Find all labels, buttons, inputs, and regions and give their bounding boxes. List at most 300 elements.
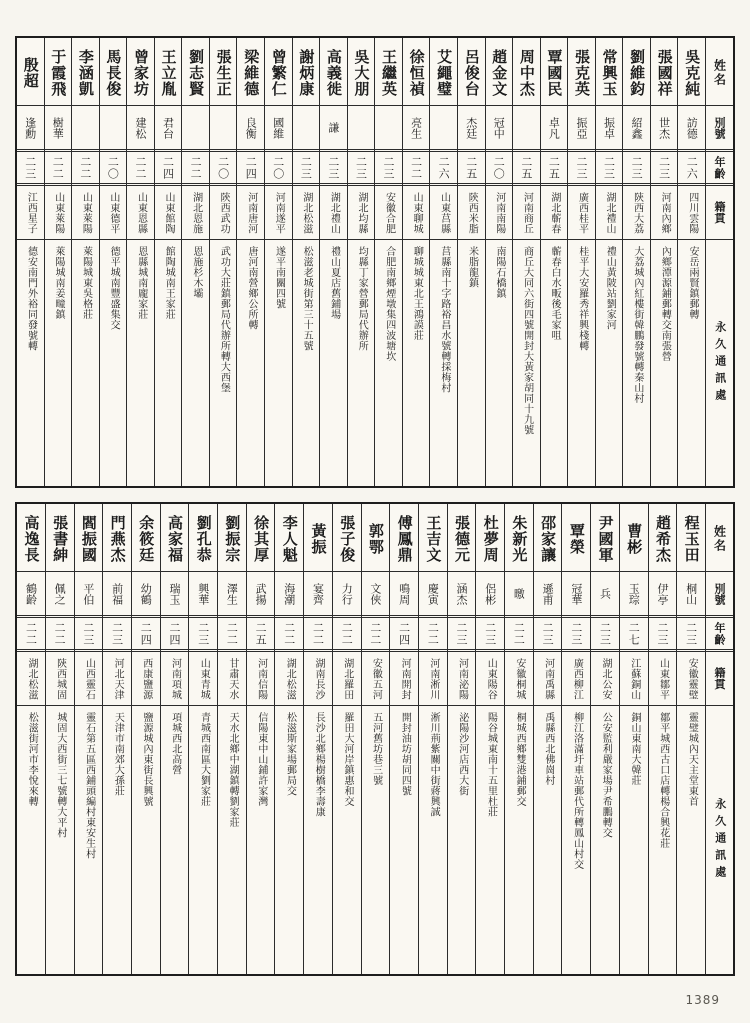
person-column — [620, 504, 649, 974]
person-alias: 杰廷 — [464, 116, 478, 139]
person-column — [649, 504, 678, 974]
person-address: 均縣丁家營郵局代辦所 — [356, 246, 368, 351]
alias-cell — [476, 572, 504, 618]
person-native-place: 河南泌陽 — [456, 657, 468, 700]
person-native-place: 湖北松滋 — [300, 191, 312, 234]
address-cell — [17, 706, 45, 974]
person-name: 劉維鈞 — [628, 48, 647, 97]
person-age: 二五 — [519, 155, 533, 180]
age-cell — [17, 618, 45, 652]
person-address: 桐城西鄉雙港鋪郵交 — [514, 712, 526, 807]
header-name-label: 姓名 — [712, 58, 727, 87]
address-cell — [72, 240, 99, 486]
person-name: 殷超 — [21, 56, 40, 89]
name-cell — [541, 38, 568, 106]
person-address: 靈石第五區西鋪頭編村東安生村 — [83, 712, 95, 859]
person-column — [562, 504, 591, 974]
person-column — [541, 38, 569, 486]
person-name: 王吉文 — [424, 514, 443, 563]
alias-cell — [419, 572, 447, 618]
person-column — [293, 38, 321, 486]
person-name: 李人魁 — [280, 514, 299, 563]
person-address: 淅川荊紫關中街蔣興誠 — [428, 712, 440, 817]
person-native-place: 安徽合肥 — [383, 191, 395, 234]
person-native-place: 河南開封 — [399, 657, 411, 700]
person-alias: 伊亭 — [655, 582, 669, 605]
person-address: 禮山黃陂站劉家河 — [604, 246, 616, 330]
address-cell — [46, 706, 74, 974]
person-age: 二三 — [326, 155, 340, 180]
native-cell — [651, 186, 678, 240]
native-cell — [237, 186, 264, 240]
person-native-place: 河南淅川 — [427, 657, 439, 700]
person-alias: 亮生 — [409, 116, 423, 139]
person-age: 二三 — [657, 155, 671, 180]
native-cell — [132, 652, 160, 706]
person-name: 曾繁仁 — [269, 48, 288, 97]
age-cell — [218, 618, 246, 652]
header-alias-cell — [706, 106, 733, 152]
native-cell — [304, 652, 332, 706]
person-column — [591, 504, 620, 974]
person-age: 二二 — [225, 621, 239, 646]
person-alias: 前福 — [110, 582, 124, 605]
person-age: 二〇 — [492, 155, 506, 180]
person-age: 二二 — [51, 155, 65, 180]
age-cell — [320, 152, 347, 186]
age-cell — [476, 618, 504, 652]
name-cell — [45, 38, 72, 106]
person-column — [210, 38, 238, 486]
header-address-cell — [706, 240, 733, 486]
header-alias-label: 別號 — [713, 582, 726, 605]
person-column — [72, 38, 100, 486]
address-cell — [534, 706, 562, 974]
person-address: 蘄春白水畈後毛家咀 — [549, 246, 561, 341]
alias-cell — [210, 106, 237, 152]
person-age: 二四 — [244, 155, 258, 180]
person-name: 閻振國 — [79, 514, 98, 563]
native-cell — [293, 186, 320, 240]
address-cell — [237, 240, 264, 486]
age-cell — [375, 152, 402, 186]
person-address: 莒縣南十字路裕昌水號轉採梅村 — [438, 246, 450, 393]
person-age: 二三 — [483, 621, 497, 646]
native-cell — [623, 186, 650, 240]
person-address: 泌陽沙河店西大街 — [456, 712, 468, 796]
name-cell — [651, 38, 678, 106]
age-cell — [155, 152, 182, 186]
person-native-place: 陝西米脂 — [466, 191, 478, 234]
person-age: 二三 — [196, 621, 210, 646]
name-cell — [132, 504, 160, 572]
native-cell — [155, 186, 182, 240]
alias-cell — [72, 106, 99, 152]
native-cell — [430, 186, 457, 240]
person-name: 于霞飛 — [49, 48, 68, 97]
address-cell — [265, 240, 292, 486]
alias-cell — [348, 106, 375, 152]
alias-cell — [649, 572, 677, 618]
person-name: 黃振 — [309, 522, 328, 555]
person-native-place: 山東德平 — [107, 191, 119, 234]
native-cell — [513, 186, 540, 240]
person-address: 靈璧城內天主堂東首 — [686, 712, 698, 807]
person-native-place: 湖北公安 — [600, 657, 612, 700]
person-name: 高逸長 — [22, 514, 41, 563]
person-native-place: 山東萊陽 — [80, 191, 92, 234]
person-native-place: 河南項城 — [169, 657, 181, 700]
person-age: 二五 — [464, 155, 478, 180]
alias-cell — [458, 106, 485, 152]
person-address: 天津市南郊大孫莊 — [112, 712, 124, 796]
person-age: 二二 — [78, 155, 92, 180]
person-column — [568, 38, 596, 486]
person-address: 羅田大河岸鎮惠和交 — [341, 712, 353, 807]
person-native-place: 河南信陽 — [255, 657, 267, 700]
address-cell — [513, 240, 540, 486]
age-cell — [45, 152, 72, 186]
name-cell — [46, 504, 74, 572]
person-name: 李涵凱 — [76, 48, 95, 97]
age-cell — [348, 152, 375, 186]
person-column — [476, 504, 505, 974]
person-address: 城固大西街三七號轉大平村 — [54, 712, 66, 838]
person-native-place: 山東恩縣 — [135, 191, 147, 234]
person-column — [189, 504, 218, 974]
age-cell — [390, 618, 418, 652]
age-cell — [649, 618, 677, 652]
alias-cell — [17, 106, 44, 152]
person-native-place: 山東萊陽 — [52, 191, 64, 234]
name-cell — [513, 38, 540, 106]
person-alias: 佩之 — [53, 582, 67, 605]
person-age: 二三 — [602, 155, 616, 180]
person-address: 松滋街河市李悅來轉 — [26, 712, 38, 807]
native-cell — [320, 186, 347, 240]
person-alias: 興華 — [196, 582, 210, 605]
native-cell — [127, 186, 154, 240]
native-cell — [541, 186, 568, 240]
person-name: 杜夢周 — [481, 514, 500, 563]
native-cell — [348, 186, 375, 240]
age-cell — [403, 152, 430, 186]
header-age-cell — [706, 152, 733, 186]
address-cell — [419, 706, 447, 974]
person-alias: 侶彬 — [483, 582, 497, 605]
person-age: 二二 — [409, 155, 423, 180]
age-cell — [430, 152, 457, 186]
native-cell — [72, 186, 99, 240]
address-cell — [476, 706, 504, 974]
name-cell — [505, 504, 533, 572]
person-address: 禮山夏店舊鋪場 — [328, 246, 340, 320]
person-age: 二二 — [189, 155, 203, 180]
alias-cell — [320, 106, 347, 152]
header-native-cell — [706, 186, 733, 240]
person-alias: 鶴齡 — [24, 582, 38, 605]
age-cell — [591, 618, 619, 652]
address-cell — [275, 706, 303, 974]
person-age: 二二 — [133, 155, 147, 180]
age-cell — [17, 152, 44, 186]
name-cell — [362, 504, 390, 572]
address-cell — [649, 706, 677, 974]
name-cell — [237, 38, 264, 106]
address-cell — [486, 240, 513, 486]
person-column — [132, 504, 161, 974]
alias-cell — [448, 572, 476, 618]
header-column — [706, 38, 733, 486]
person-column — [677, 504, 706, 974]
name-cell — [390, 504, 418, 572]
age-cell — [210, 152, 237, 186]
alias-cell — [100, 106, 127, 152]
person-alias: 海潮 — [282, 582, 296, 605]
alias-cell — [189, 572, 217, 618]
person-age: 二四 — [161, 155, 175, 180]
person-age: 二三 — [299, 155, 313, 180]
person-address: 松滋斯家場郵局交 — [284, 712, 296, 796]
native-cell — [419, 652, 447, 706]
person-name: 周中杰 — [517, 48, 536, 97]
name-cell — [534, 504, 562, 572]
age-cell — [534, 618, 562, 652]
person-column — [458, 38, 486, 486]
native-cell — [362, 652, 390, 706]
person-alias: 良衡 — [244, 116, 258, 139]
native-cell — [265, 186, 292, 240]
person-alias: 卓凡 — [547, 116, 561, 139]
age-cell — [678, 152, 705, 186]
native-cell — [46, 652, 74, 706]
person-column — [320, 38, 348, 486]
person-address: 青城西南區大劉家莊 — [198, 712, 210, 807]
age-cell — [132, 618, 160, 652]
person-age: 二三 — [541, 621, 555, 646]
age-cell — [127, 152, 154, 186]
person-address: 德平城南豐盛集交 — [108, 246, 120, 330]
alias-cell — [505, 572, 533, 618]
header-native-label: 籍貫 — [713, 667, 726, 690]
alias-cell — [541, 106, 568, 152]
person-native-place: 江蘇銅山 — [628, 657, 640, 700]
person-name: 覃榮 — [567, 522, 586, 555]
person-column — [505, 504, 534, 974]
native-cell — [17, 186, 44, 240]
name-cell — [100, 38, 127, 106]
person-name: 張子俊 — [338, 514, 357, 563]
person-address: 安岳兩賢鎮郵轉 — [686, 246, 698, 320]
person-native-place: 安徽靈璧 — [686, 657, 698, 700]
native-cell — [103, 652, 131, 706]
person-name: 覃國民 — [545, 48, 564, 97]
alias-cell — [486, 106, 513, 152]
person-name: 呂俊台 — [462, 48, 481, 97]
person-address: 禹縣西北佛崗村 — [542, 712, 554, 786]
person-column — [486, 38, 514, 486]
alias-cell — [293, 106, 320, 152]
alias-cell — [623, 106, 650, 152]
person-column — [265, 38, 293, 486]
address-cell — [390, 706, 418, 974]
person-column — [46, 504, 75, 974]
person-native-place: 山東聊城 — [411, 191, 423, 234]
alias-cell — [390, 572, 418, 618]
person-address: 開封油坊胡同四號 — [399, 712, 411, 796]
person-address: 桂平大安羅秀祥興棧轉 — [576, 246, 588, 351]
name-cell — [562, 504, 590, 572]
person-column — [596, 38, 624, 486]
alias-cell — [17, 572, 45, 618]
address-cell — [375, 240, 402, 486]
person-alias: 君台 — [161, 116, 175, 139]
address-cell — [678, 240, 705, 486]
person-name: 趙金文 — [490, 48, 509, 97]
name-cell — [596, 38, 623, 106]
alias-cell — [218, 572, 246, 618]
native-cell — [505, 652, 533, 706]
person-column — [100, 38, 128, 486]
page-number: 1389 — [685, 993, 720, 1007]
person-age: 二二 — [512, 621, 526, 646]
person-age: 二三 — [455, 621, 469, 646]
native-cell — [649, 652, 677, 706]
name-cell — [265, 38, 292, 106]
alias-cell — [247, 572, 275, 618]
person-native-place: 四川雲陽 — [686, 191, 698, 234]
alias-cell — [45, 106, 72, 152]
age-cell — [513, 152, 540, 186]
age-cell — [362, 618, 390, 652]
native-cell — [247, 652, 275, 706]
person-column — [218, 504, 247, 974]
person-alias: 玉琮 — [627, 582, 641, 605]
person-age: 二〇 — [216, 155, 230, 180]
address-cell — [430, 240, 457, 486]
person-native-place: 湖北均縣 — [355, 191, 367, 234]
person-native-place: 湖北松滋 — [25, 657, 37, 700]
age-cell — [72, 152, 99, 186]
address-cell — [132, 706, 160, 974]
person-column — [17, 504, 46, 974]
person-native-place: 西康鹽源 — [140, 657, 152, 700]
person-name: 張國祥 — [655, 48, 674, 97]
person-address: 萊陽城南姜疃鎮 — [53, 246, 65, 320]
person-address: 鹽源城內東街長興號 — [141, 712, 153, 807]
person-age: 二二 — [426, 621, 440, 646]
person-age: 二二 — [340, 621, 354, 646]
person-native-place: 山東莒縣 — [438, 191, 450, 234]
header-name-cell — [706, 38, 733, 106]
person-name: 曹彬 — [625, 522, 644, 555]
age-cell — [304, 618, 332, 652]
address-cell — [677, 706, 705, 974]
address-cell — [458, 240, 485, 486]
alias-cell — [677, 572, 705, 618]
person-name: 余筱廷 — [137, 514, 156, 563]
alias-cell — [237, 106, 264, 152]
address-cell — [562, 706, 590, 974]
native-cell — [45, 186, 72, 240]
person-name: 程玉田 — [682, 514, 701, 563]
person-address: 項城西北高營 — [169, 712, 181, 775]
name-cell — [127, 38, 154, 106]
person-native-place: 河南南陽 — [493, 191, 505, 234]
address-cell — [304, 706, 332, 974]
name-cell — [568, 38, 595, 106]
native-cell — [182, 186, 209, 240]
name-cell — [17, 38, 44, 106]
person-address: 唐河南營鄉公所轉 — [245, 246, 257, 330]
age-cell — [247, 618, 275, 652]
person-address: 德安南門外裕同發號轉 — [25, 246, 37, 351]
alias-cell — [304, 572, 332, 618]
alias-cell — [596, 106, 623, 152]
name-cell — [218, 504, 246, 572]
person-age: 二三 — [684, 621, 698, 646]
person-native-place: 安徽五河 — [370, 657, 382, 700]
native-cell — [275, 652, 303, 706]
name-cell — [333, 504, 361, 572]
person-name: 尹國軍 — [596, 514, 615, 563]
header-address-label: 永久通訊處 — [713, 797, 727, 883]
name-cell — [348, 38, 375, 106]
age-cell — [505, 618, 533, 652]
header-name-label: 姓名 — [712, 524, 727, 553]
person-name: 劉孔恭 — [194, 514, 213, 563]
name-cell — [458, 38, 485, 106]
age-cell — [46, 618, 74, 652]
native-cell — [375, 186, 402, 240]
person-age: 二四 — [397, 621, 411, 646]
header-age-label: 年齡 — [713, 155, 726, 180]
person-address: 公安監利嚴家場尹希鵬轉交 — [600, 712, 612, 838]
person-age: 二二 — [282, 621, 296, 646]
person-name: 王立胤 — [159, 48, 178, 97]
person-column — [333, 504, 362, 974]
age-cell — [182, 152, 209, 186]
person-address: 天水北鄉中湖鎮轉劉家莊 — [227, 712, 239, 828]
person-address: 恩縣城南龐家莊 — [135, 246, 147, 320]
person-native-place: 河南商丘 — [521, 191, 533, 234]
alias-cell — [362, 572, 390, 618]
person-alias: 振亞 — [574, 116, 588, 139]
header-native-label: 籍貫 — [713, 201, 726, 224]
name-cell — [476, 504, 504, 572]
alias-cell — [620, 572, 648, 618]
person-alias: 訪德 — [685, 116, 699, 139]
person-alias: 慶寅 — [426, 582, 440, 605]
person-alias: 世杰 — [657, 116, 671, 139]
alias-cell — [75, 572, 103, 618]
address-cell — [218, 706, 246, 974]
person-address: 武功大莊鎮郵局代辦所轉大西堡 — [218, 246, 230, 393]
native-cell — [17, 652, 45, 706]
person-name: 劉振宗 — [223, 514, 242, 563]
person-age: 二六 — [437, 155, 451, 180]
person-address: 銅山東南大韓莊 — [628, 712, 640, 786]
columns-container-bottom — [17, 504, 733, 974]
address-cell — [210, 240, 237, 486]
address-cell — [620, 706, 648, 974]
person-address: 南陽石橋鎮 — [494, 246, 506, 299]
person-native-place: 陝西城固 — [54, 657, 66, 700]
person-address: 商丘大同六街四號開封大黃家胡同十九號 — [521, 246, 533, 435]
person-column — [75, 504, 104, 974]
header-column — [706, 504, 733, 974]
header-alias-cell — [706, 572, 733, 618]
